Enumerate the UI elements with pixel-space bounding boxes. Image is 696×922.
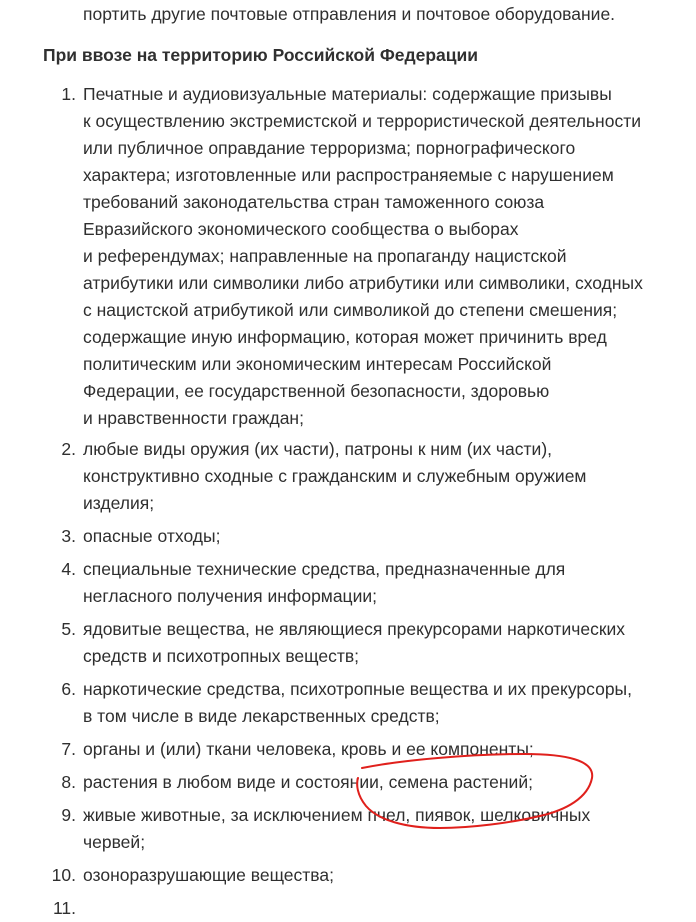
list-item-text: любые виды оружия (их части), патроны к ним (их части), конструктивно сходные с гражданским и служебным оружием изделия;: [83, 439, 587, 513]
list-item-text: Печатные и аудиовизуальные материалы: содержащие призывы к осуществлению экстремистской и террористической деятельности или публичное оправдание терроризма; порнографического характера; изготовленные или распространяемые с нарушением требований законодательства стран таможенного союза Евразийского экономического сообщества о выборах и референдумах; направленные на пропаганду нацистской атрибутики или символики либо атрибутики или символики, сходных с нацистской атрибутикой или символикой до степени смешения; содержащие иную информацию, которая может причинить вред политическим или экономическим интересам Российской Федерации, ее государственной безопасности, здоровью и нравственности граждан;: [83, 84, 643, 428]
list-item-text: специальные технические средства, предназначенные для негласного получения информации;: [83, 559, 566, 606]
list-item-number: 10.: [51, 865, 76, 885]
list-item-number: 5.: [61, 619, 76, 639]
list-item-number: 2.: [61, 439, 76, 459]
list-item-text: наркотические средства, психотропные вещества и их прекурсоры, в том числе в виде лекарственных средств;: [83, 679, 632, 726]
list-item-number: 9.: [61, 805, 76, 825]
list-item-text: ядовитые вещества, не являющиеся прекурсорами наркотических средств и психотропных веществ;: [83, 619, 626, 666]
list-item-text: опасные отходы;: [83, 526, 221, 546]
list-item-text: растения в любом виде и состоянии, семена растений;: [83, 772, 533, 792]
list-item-number: 11.: [52, 898, 76, 918]
list-item-number: 6.: [61, 679, 76, 699]
list-item-number: 7.: [61, 739, 76, 759]
previous-item-tail: портить другие почтовые отправления и почтовое оборудование.: [83, 4, 616, 24]
list-item-number: 3.: [61, 526, 76, 546]
list-item-text: органы и (или) ткани человека, кровь и ее компоненты;: [83, 739, 534, 759]
list-item-number: 8.: [61, 772, 76, 792]
list-item-number: 1.: [61, 84, 76, 104]
section-heading: При ввозе на территорию Российской Федерации: [43, 45, 479, 65]
list-item-text: живые животные, за исключением пчел, пиявок, шелковичных червей;: [83, 805, 591, 852]
list-item-number: 4.: [61, 559, 76, 579]
list-item-text: озоноразрушающие вещества;: [83, 865, 334, 885]
